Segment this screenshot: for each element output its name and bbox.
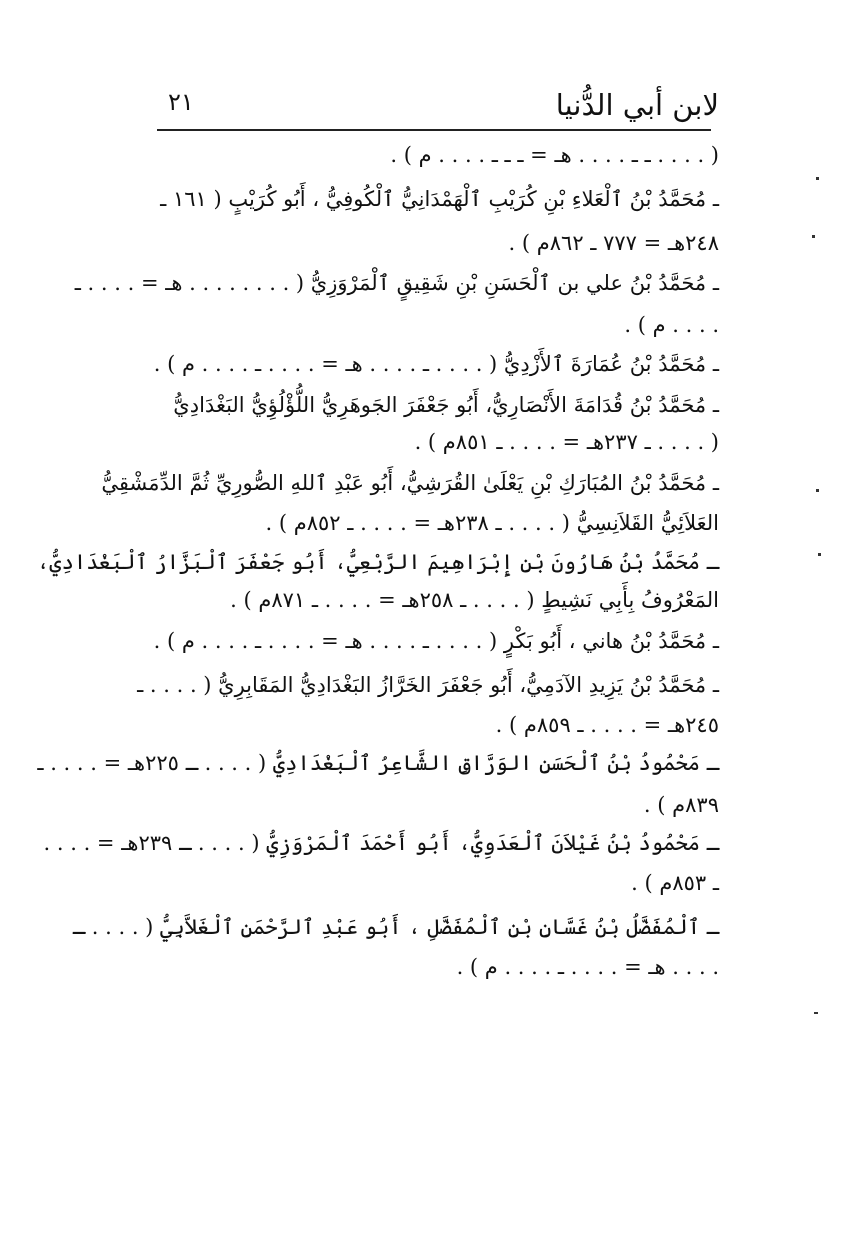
scan-speck (814, 1012, 818, 1014)
scan-speck (816, 177, 819, 180)
entry-continuation: . . . . هـ = . . . . ـ . . . . م ) . (456, 955, 719, 979)
entry-continuation: المَعْرُوفُ بِأَبِي نَشِيطٍ ( . . . . ـ ٢٥٨هـ = . . . . ـ ٨٧١م ) . (230, 588, 719, 612)
entry-continuation: ٨٣٩م ) . (643, 793, 719, 817)
entry-continuation: ( . . . . ـ ٢٣٧هـ = . . . . ـ ٨٥١م ) . (414, 430, 719, 454)
running-header-title: لابن أبي الدُّنيا (555, 88, 719, 122)
entry-continuation: ـ ٨٥٣م ) . (631, 871, 719, 895)
entry-line: ـ مُحَمَّدُ بْنُ ٱلْعَلاءِ بْنِ كُرَيْبِ ٱلْهَمْدَانِيُّ ٱلْكُوفِيُّ ، أَبُو كُرَيْبٍ ( ١٦١ ـ (160, 187, 719, 211)
page-number: ٢١ (168, 88, 194, 116)
entry-line: ـ مُحَمَّدُ بْنُ هَارُونَ بْنِ إِبْرَاهِيمَ الرَّبْعِيُّ، أَبُو جَعْفَرَ ٱلْبَزَّارُ ٱلْبَغْدَادِيُّ، (37, 550, 719, 574)
entry-line: ـ مُحَمَّدُ بْنُ قُدَامَةَ الأَنْصَارِيُّ، أَبُو جَعْفَرَ الجَوهَرِيُّ اللُّؤْلُؤِيُّ البَغْدَادِيُّ (173, 393, 719, 417)
entry-continuation: ٢٤٨هـ = ٧٧٧ ـ ٨٦٢م ) . (508, 231, 719, 255)
entry-line: ـ ٱلْمُفَضَّلُ بْنُ غَسَّانِ بْنِ ٱلْمُفَضَّلِ ، أَبُو عَبْدِ ٱلرَّحْمَنِ ٱلْغَلاَّبِيُّ ( . . . . ـ (72, 915, 719, 939)
entry-line: ـ مُحَمَّدُ بْنُ يَزِيدِ الآدَمِيُّ، أَبُو جَعْفَرَ الخَرَّازُ البَغْدَادِيُّ المَقَابِرِيُّ ( . . . . ـ (137, 673, 719, 697)
scan-speck (812, 235, 815, 238)
scan-speck (816, 489, 819, 492)
header-rule (157, 129, 711, 131)
entry-continuation: العَلاَئِيُّ القَلاَنِسِيُّ ( . . . . ـ ٢٣٨هـ = . . . . ـ ٨٥٢م ) . (265, 511, 719, 535)
entry-line: ـ مُحَمَّدُ بْنُ هاني ، أَبُو بَكْرٍ ( . . . . ـ . . . . هـ = . . . . ـ . . . . م ) . (153, 629, 719, 653)
entry-continuation: . . . . م ) . (624, 313, 719, 337)
entry-continuation: ٢٤٥هـ = . . . . ـ ٨٥٩م ) . (495, 713, 719, 737)
scan-speck (818, 553, 821, 556)
entry-line: ـ مُحَمَّدُ بْنُ علي بن ٱلْحَسَنِ بْنِ شَقِيقٍ ٱلْمَرْوَزِيُّ ( . . . . . . . . هـ = . . . . ـ (74, 271, 719, 295)
entry-line: ـ مُحَمَّدُ بْنُ عُمَارَةَ ٱلأَزْدِيُّ ( . . . . ـ . . . . هـ = . . . . ـ . . . . م ) . (153, 352, 719, 376)
entry-line: ـ مَحْمُودُ بْنُ غَيْلاَنَ ٱلْعَدَوِيُّ، أَبُو أَحْمَدَ ٱلْمَرْوَزِيُّ ( . . . . ـ ٢٣٩هـ = . . . . (43, 831, 719, 855)
entry-line: ـ مَحْمُودُ بْنُ ٱلْحَسَنِ الوَرَّاقِ الشَّاعِرُ ٱلْبَغْدَادِيُّ ( . . . . ـ ٢٢٥هـ = . . . . ـ (37, 751, 719, 775)
text-line: ( . . . . ـ ـ . . . . هـ = ـ ـ ـ . . . . م ) . (390, 143, 719, 167)
entry-line: ـ مُحَمَّدُ بْنُ المُبَارَكِ بْنِ يَعْلَىٰ القُرَشِيُّ، أَبُو عَبْدِ ٱللهِ الصُّورِيِّ ثُمَّ الدِّمَشْقِيُّ (101, 471, 719, 495)
